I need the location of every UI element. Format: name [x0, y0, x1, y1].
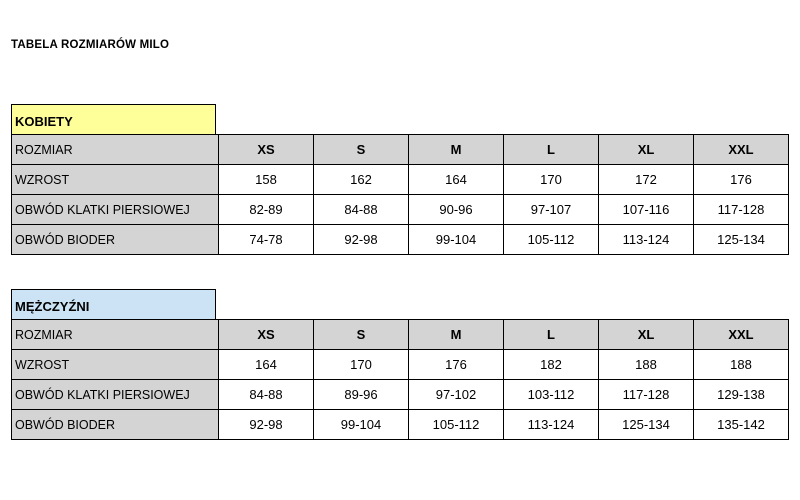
- value-cell: 125-134: [694, 225, 789, 255]
- row-label: OBWÓD KLATKI PIERSIOWEJ: [12, 195, 219, 225]
- value-cell: 129-138: [694, 380, 789, 410]
- women-size-section: [11, 104, 789, 255]
- value-cell: 99-104: [409, 225, 504, 255]
- value-cell: 113-124: [599, 225, 694, 255]
- size-header-row: [12, 320, 789, 350]
- row-label: OBWÓD KLATKI PIERSIOWEJ: [12, 380, 219, 410]
- value-cell: 82-89: [219, 195, 314, 225]
- men-size-section: [11, 289, 789, 440]
- value-cell: 170: [504, 165, 599, 195]
- value-cell: 188: [694, 350, 789, 380]
- size-cell: XS: [219, 320, 314, 350]
- size-cell: XS: [219, 135, 314, 165]
- value-cell: 107-116: [599, 195, 694, 225]
- table-row: [12, 195, 789, 225]
- value-cell: 182: [504, 350, 599, 380]
- table-row: [12, 165, 789, 195]
- size-cell: S: [314, 320, 409, 350]
- value-cell: 170: [314, 350, 409, 380]
- value-cell: 176: [409, 350, 504, 380]
- row-label: WZROST: [12, 350, 219, 380]
- size-cell: L: [504, 135, 599, 165]
- value-cell: 103-112: [504, 380, 599, 410]
- value-cell: 90-96: [409, 195, 504, 225]
- men-size-table: [11, 319, 789, 440]
- size-cell: L: [504, 320, 599, 350]
- row-label: ROZMIAR: [12, 135, 219, 165]
- size-cell: XL: [599, 320, 694, 350]
- women-section-label: KOBIETY: [11, 104, 216, 134]
- table-row: [12, 225, 789, 255]
- value-cell: 125-134: [599, 410, 694, 440]
- row-label: OBWÓD BIODER: [12, 225, 219, 255]
- row-label: ROZMIAR: [12, 320, 219, 350]
- value-cell: 176: [694, 165, 789, 195]
- value-cell: 164: [219, 350, 314, 380]
- row-label: OBWÓD BIODER: [12, 410, 219, 440]
- value-cell: 158: [219, 165, 314, 195]
- size-cell: S: [314, 135, 409, 165]
- value-cell: 99-104: [314, 410, 409, 440]
- size-cell: XXL: [694, 135, 789, 165]
- size-cell: M: [409, 320, 504, 350]
- value-cell: 172: [599, 165, 694, 195]
- value-cell: 135-142: [694, 410, 789, 440]
- value-cell: 97-102: [409, 380, 504, 410]
- value-cell: 97-107: [504, 195, 599, 225]
- table-row: [12, 380, 789, 410]
- row-label: WZROST: [12, 165, 219, 195]
- value-cell: 164: [409, 165, 504, 195]
- value-cell: 74-78: [219, 225, 314, 255]
- table-row: [12, 410, 789, 440]
- value-cell: 84-88: [314, 195, 409, 225]
- value-cell: 188: [599, 350, 694, 380]
- value-cell: 162: [314, 165, 409, 195]
- value-cell: 92-98: [314, 225, 409, 255]
- value-cell: 84-88: [219, 380, 314, 410]
- value-cell: 105-112: [409, 410, 504, 440]
- value-cell: 113-124: [504, 410, 599, 440]
- table-row: [12, 350, 789, 380]
- value-cell: 117-128: [694, 195, 789, 225]
- size-cell: XXL: [694, 320, 789, 350]
- size-cell: XL: [599, 135, 694, 165]
- value-cell: 117-128: [599, 380, 694, 410]
- page-title: TABELA ROZMIARÓW MILO: [11, 39, 170, 51]
- value-cell: 89-96: [314, 380, 409, 410]
- women-size-table: [11, 134, 789, 255]
- size-cell: M: [409, 135, 504, 165]
- men-section-label: MĘŻCZYŹNI: [11, 289, 216, 319]
- value-cell: 105-112: [504, 225, 599, 255]
- size-header-row: [12, 135, 789, 165]
- value-cell: 92-98: [219, 410, 314, 440]
